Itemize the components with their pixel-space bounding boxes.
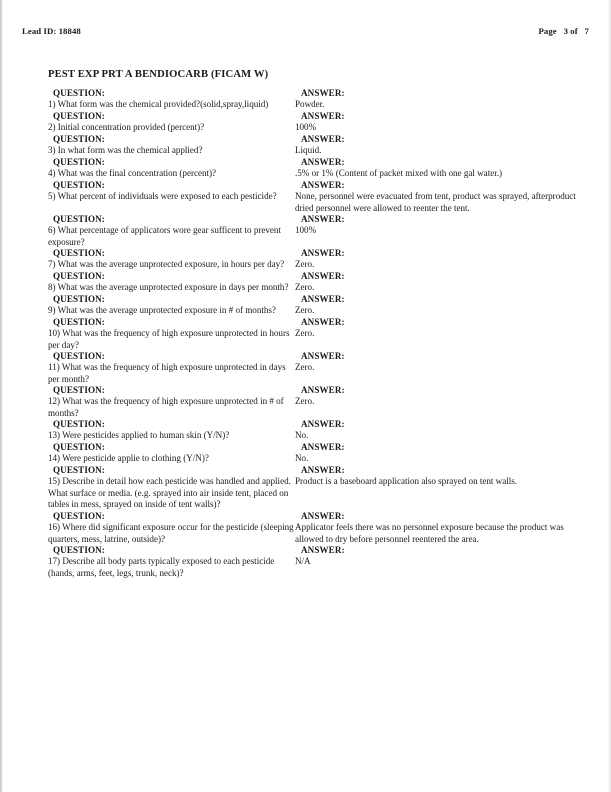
answer-label: ANSWER:	[301, 180, 345, 190]
answer-column	[295, 317, 593, 340]
answer-column	[295, 214, 593, 237]
answer-text: No.	[295, 430, 309, 441]
question-column	[48, 511, 295, 545]
answer-label: ANSWER:	[301, 248, 345, 258]
question-text: 9) What was the average unprotected exposure in # of months?	[48, 305, 276, 316]
qa-list	[48, 88, 593, 579]
answer-label: ANSWER:	[301, 351, 345, 361]
answer-column	[295, 294, 593, 317]
question-text: 12) What was the frequency of high exposure unprotected in # of months?	[48, 396, 284, 418]
question-label: QUESTION:	[53, 385, 105, 395]
question-column	[48, 442, 295, 465]
question-column	[48, 294, 295, 317]
question-column	[48, 271, 295, 294]
question-text: 17) Describe all body parts typically exposed to each pesticide (hands, arms, feet, legs, trunk, neck)?	[48, 556, 275, 578]
question-text: 2) Initial concentration provided (percent)?	[48, 122, 205, 133]
question-label: QUESTION:	[53, 294, 105, 304]
answer-label: ANSWER:	[301, 442, 345, 452]
answer-column	[295, 248, 593, 271]
answer-column	[295, 134, 593, 157]
question-column	[48, 180, 295, 203]
scan-edge-shadow-left	[0, 0, 3, 792]
answer-text: 100%	[295, 122, 317, 133]
answer-label: ANSWER:	[301, 419, 345, 429]
scan-bleedthrough-artifact: ... .... .. .. .... .... ... ... .. ... .. ....... .. ... ... .. . . ... .. .. ... ... .. .	[62, 56, 303, 61]
question-label: QUESTION:	[53, 134, 105, 144]
answer-column	[295, 442, 593, 465]
answer-label: ANSWER:	[301, 157, 345, 167]
answer-label: ANSWER:	[301, 317, 345, 327]
question-column	[48, 465, 295, 511]
question-text: 1) What form was the chemical provided?(solid,spray,liquid)	[48, 99, 269, 110]
answer-text: Product is a baseboard application also sprayed on tent walls.	[295, 476, 518, 487]
answer-text: Zero.	[295, 282, 315, 293]
question-text: 5) What percent of individuals were exposed to each pesticide?	[48, 191, 277, 202]
question-label: QUESTION:	[53, 157, 105, 167]
question-text: 10) What was the frequency of high exposure unprotected in hours per day?	[48, 328, 290, 350]
question-label: QUESTION:	[53, 545, 105, 555]
question-text: 16) Where did significant exposure occur for the pesticide (sleeping quarters, mess, latrine, outside)?	[48, 522, 294, 544]
answer-column	[295, 271, 593, 294]
question-column	[48, 351, 295, 385]
question-label: QUESTION:	[53, 465, 105, 475]
question-label: QUESTION:	[53, 442, 105, 452]
question-label: QUESTION:	[53, 419, 105, 429]
answer-text: None, personnel were evacuated from tent, product was sprayed, afterproduct dried personnel were allowed to reenter the tent.	[295, 191, 576, 213]
question-text: 6) What percentage of applicators wore gear sufficent to prevent exposure?	[48, 225, 281, 247]
question-label: QUESTION:	[53, 88, 105, 98]
question-text: 13) Were pesticides applied to human skin (Y/N)?	[48, 430, 230, 441]
question-label: QUESTION:	[53, 214, 105, 224]
answer-text: Zero.	[295, 362, 315, 373]
question-label: QUESTION:	[53, 180, 105, 190]
answer-column	[295, 511, 593, 545]
question-label: QUESTION:	[53, 317, 105, 327]
question-column	[48, 419, 295, 442]
answer-label: ANSWER:	[301, 134, 345, 144]
answer-column	[295, 419, 593, 442]
answer-label: ANSWER:	[301, 111, 345, 121]
answer-label: ANSWER:	[301, 214, 345, 224]
question-column	[48, 111, 295, 134]
answer-text: Zero.	[295, 259, 315, 270]
answer-label: ANSWER:	[301, 545, 345, 555]
question-column	[48, 157, 295, 180]
answer-column	[295, 88, 593, 111]
answer-text: Powder.	[295, 99, 325, 110]
running-head	[0, 26, 611, 40]
answer-column	[295, 180, 593, 214]
answer-label: ANSWER:	[301, 385, 345, 395]
answer-label: ANSWER:	[301, 511, 345, 521]
answer-column	[295, 111, 593, 134]
question-text: 11) What was the frequency of high exposure unprotected in days per month?	[48, 362, 286, 384]
answer-text: Zero.	[295, 328, 315, 339]
question-text: 7) What was the average unprotected exposure, in hours per day?	[48, 259, 285, 270]
answer-text: 100%	[295, 225, 317, 236]
answer-text: .5% or 1% (Content of packet mixed with one gal water.)	[295, 168, 502, 179]
answer-text: Applicator feels there was no personnel exposure because the product was allowed to dry before personnel reentered the area.	[295, 522, 564, 544]
question-label: QUESTION:	[53, 271, 105, 281]
question-column	[48, 248, 295, 271]
question-column	[48, 545, 295, 579]
answer-label: ANSWER:	[301, 271, 345, 281]
question-text: 4) What was the final concentration (percent)?	[48, 168, 217, 179]
question-column	[48, 385, 295, 419]
question-column	[48, 134, 295, 157]
question-text: 14) Were pesticide applie to clothing (Y/N)?	[48, 453, 209, 464]
answer-label: ANSWER:	[301, 88, 345, 98]
question-column	[48, 214, 295, 248]
page-title: PEST EXP PRT A BENDIOCARB (FICAM W)	[48, 69, 269, 80]
answer-text: Zero.	[295, 396, 315, 407]
answer-text: Liquid.	[295, 145, 322, 156]
question-column	[48, 88, 295, 111]
answer-text: No.	[295, 453, 309, 464]
answer-label: ANSWER:	[301, 294, 345, 304]
answer-text: N/A	[295, 556, 311, 567]
page-number: Page 3 of 7	[538, 26, 589, 36]
question-label: QUESTION:	[53, 248, 105, 258]
answer-column	[295, 385, 593, 408]
question-text: 3) In what form was the chemical applied?	[48, 145, 203, 156]
answer-column	[295, 545, 593, 568]
answer-label: ANSWER:	[301, 465, 345, 475]
answer-column	[295, 157, 593, 180]
question-label: QUESTION:	[53, 111, 105, 121]
answer-column	[295, 465, 593, 488]
answer-column	[295, 351, 593, 374]
question-label: QUESTION:	[53, 351, 105, 361]
question-text: 15) Describe in detail how each pesticide was handled and applied. What surface or media. (e.g. sprayed into air inside tent, placed on tables in mess, sprayed on inside of tent walls)?	[48, 476, 291, 510]
answer-text: Zero.	[295, 305, 315, 316]
question-column	[48, 317, 295, 351]
question-text: 8) What was the average unprotected exposure in days per month?	[48, 282, 289, 293]
lead-id: Lead ID: 18848	[22, 26, 81, 36]
question-label: QUESTION:	[53, 511, 105, 521]
